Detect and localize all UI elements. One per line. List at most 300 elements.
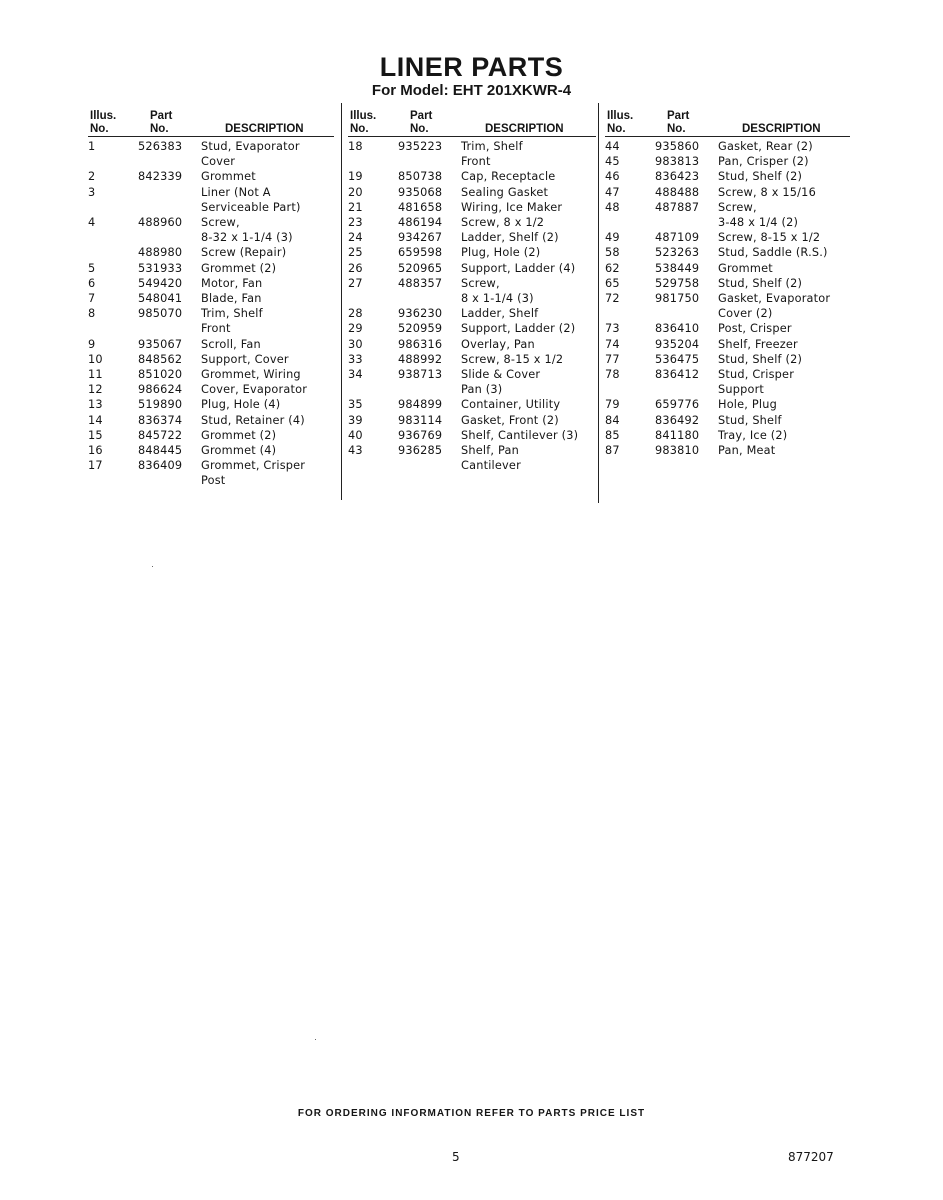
part-description: Grommet (2)	[201, 428, 277, 442]
part-number	[138, 200, 201, 215]
part-description: Support, Cover	[201, 352, 289, 366]
illus-number: 44	[605, 140, 620, 153]
parts-column-2	[348, 108, 596, 473]
table-row	[88, 443, 334, 458]
illus-number	[88, 230, 138, 245]
table-row	[605, 443, 850, 458]
part-description: Grommet	[718, 261, 773, 275]
part-number	[398, 291, 461, 306]
part-number: 841180	[655, 428, 700, 442]
part-number: 842339	[138, 170, 183, 184]
illus-number: 34	[348, 368, 363, 382]
part-number: 488357	[398, 276, 443, 290]
part-number	[138, 473, 201, 488]
part-number	[398, 154, 461, 169]
part-number: 488488	[655, 185, 700, 199]
parts-column-3	[605, 108, 850, 458]
part-number	[398, 382, 461, 397]
table-row	[88, 154, 334, 169]
table-row	[605, 382, 850, 397]
ordering-info-footer: FOR ORDERING INFORMATION REFER TO PARTS PRICE LIST	[297, 1108, 646, 1119]
part-description: Trim, Shelf	[201, 307, 263, 321]
part-description: 8-32 x 1-1/4 (3)	[201, 231, 293, 245]
table-row	[88, 337, 334, 352]
part-description: Support	[718, 383, 765, 397]
part-number: 836423	[655, 170, 700, 184]
table-row	[88, 215, 334, 230]
part-description: Stud, Evaporator	[201, 140, 300, 153]
illus-number	[88, 154, 138, 169]
table-row	[88, 230, 334, 245]
header-illus-label: Illus.	[90, 110, 117, 122]
table-row	[605, 413, 850, 428]
part-number: 848562	[138, 352, 183, 366]
header-rule	[348, 136, 596, 137]
illus-number: 48	[605, 200, 620, 214]
table-row	[605, 154, 850, 169]
illus-number: 20	[348, 185, 363, 199]
table-row	[605, 139, 850, 154]
part-description: Stud, Shelf (2)	[718, 276, 803, 290]
part-description: Slide & Cover	[461, 368, 541, 382]
illus-number: 16	[88, 444, 103, 458]
table-row	[88, 291, 334, 306]
table-row	[348, 230, 596, 245]
illus-number: 49	[605, 231, 620, 245]
part-number: 487887	[655, 200, 700, 214]
part-description: Blade, Fan	[201, 292, 262, 306]
table-row	[348, 458, 596, 473]
column-divider-right	[598, 103, 599, 503]
part-description: Sealing Gasket	[461, 185, 549, 199]
table-row	[605, 337, 850, 352]
table-row	[88, 428, 334, 443]
table-row	[605, 397, 850, 412]
part-description: Post	[201, 474, 226, 488]
illus-number	[348, 382, 398, 397]
part-number: 520959	[398, 322, 443, 336]
table-row	[605, 276, 850, 291]
table-row	[88, 382, 334, 397]
part-description: Pan, Meat	[718, 444, 776, 458]
illus-number: 85	[605, 428, 620, 442]
table-row	[605, 291, 850, 306]
illus-number: 40	[348, 428, 363, 442]
header-illus-label: Illus.	[350, 110, 377, 122]
part-number: 936285	[398, 444, 443, 458]
illus-number: 25	[348, 246, 363, 260]
part-description: Cover	[201, 155, 236, 169]
part-description: Stud, Saddle (R.S.)	[718, 246, 828, 260]
part-number	[655, 306, 718, 321]
table-row	[348, 291, 596, 306]
illus-number: 29	[348, 322, 363, 336]
illus-number: 33	[348, 352, 363, 366]
table-row	[605, 367, 850, 382]
illus-number: 10	[88, 352, 103, 366]
part-number: 659598	[398, 246, 443, 260]
part-description: Screw, 8 x 15/16	[718, 185, 816, 199]
table-row	[348, 428, 596, 443]
table-row	[88, 276, 334, 291]
table-row	[348, 397, 596, 412]
table-header	[605, 108, 850, 139]
part-description: Ladder, Shelf (2)	[461, 231, 559, 245]
illus-number	[605, 306, 655, 321]
illus-number: 1	[88, 140, 96, 153]
table-row	[348, 185, 596, 200]
part-number: 986316	[398, 337, 443, 351]
table-row	[348, 154, 596, 169]
part-number: 851020	[138, 368, 183, 382]
part-number: 488980	[138, 246, 183, 260]
table-row	[348, 215, 596, 230]
part-number: 538449	[655, 261, 700, 275]
part-number	[655, 382, 718, 397]
table-row	[88, 245, 334, 260]
illus-number: 87	[605, 444, 620, 458]
table-row	[348, 413, 596, 428]
page-title: LINER PARTS	[379, 52, 564, 82]
table-row	[88, 413, 334, 428]
part-number: 986624	[138, 383, 183, 397]
part-number: 983813	[655, 155, 700, 169]
part-number: 983810	[655, 444, 700, 458]
document-number: 877207	[788, 1150, 834, 1164]
illus-number	[88, 473, 138, 488]
model-subtitle: For Model: EHT 201XKWR-4	[371, 82, 572, 99]
part-description: 8 x 1-1/4 (3)	[461, 292, 534, 306]
part-description: Shelf, Pan	[461, 444, 519, 458]
table-row	[605, 230, 850, 245]
part-description: Wiring, Ice Maker	[461, 200, 563, 214]
part-number	[138, 321, 201, 336]
part-description: Motor, Fan	[201, 276, 263, 290]
table-row	[348, 200, 596, 215]
part-description: Cover, Evaporator	[201, 383, 308, 397]
table-row	[88, 473, 334, 488]
illus-number: 3	[88, 185, 96, 199]
part-number: 519890	[138, 398, 183, 412]
table-row	[88, 261, 334, 276]
illus-number: 30	[348, 337, 363, 351]
scan-speck	[315, 1039, 316, 1040]
part-description: Shelf, Freezer	[718, 337, 798, 351]
part-description: Container, Utility	[461, 398, 561, 412]
illus-number: 84	[605, 413, 620, 427]
part-number: 836412	[655, 368, 700, 382]
part-number: 481658	[398, 200, 443, 214]
illus-number: 77	[605, 352, 620, 366]
header-description: DESCRIPTION	[742, 123, 821, 135]
table-row	[605, 169, 850, 184]
part-number: 935068	[398, 185, 443, 199]
table-row	[88, 321, 334, 336]
part-number: 486194	[398, 216, 443, 230]
part-description: Shelf, Cantilever (3)	[461, 428, 579, 442]
part-number: 983114	[398, 413, 443, 427]
header-part-no	[667, 110, 689, 136]
part-description: Screw,	[461, 276, 500, 290]
illus-number: 78	[605, 368, 620, 382]
part-description: Front	[201, 322, 231, 336]
table-row	[88, 200, 334, 215]
illus-number: 35	[348, 398, 363, 412]
table-row	[88, 458, 334, 473]
part-number: 488960	[138, 216, 183, 230]
table-row	[348, 382, 596, 397]
part-number: 935223	[398, 140, 443, 153]
part-number: 523263	[655, 246, 700, 260]
header-part-no	[150, 110, 172, 136]
part-number: 836410	[655, 322, 700, 336]
illus-number: 6	[88, 276, 96, 290]
part-number: 536475	[655, 352, 700, 366]
part-number: 935204	[655, 337, 700, 351]
part-description: Grommet	[201, 170, 256, 184]
header-description: DESCRIPTION	[225, 123, 304, 135]
part-number: 934267	[398, 231, 443, 245]
illus-number: 12	[88, 383, 103, 397]
part-description: Cover (2)	[718, 307, 773, 321]
part-description: Gasket, Evaporator	[718, 292, 831, 306]
header-rule	[605, 136, 850, 137]
table-row	[88, 352, 334, 367]
illus-number: 19	[348, 170, 363, 184]
table-row	[348, 337, 596, 352]
table-row	[88, 169, 334, 184]
header-part-no-label: No.	[667, 123, 686, 135]
part-number	[398, 458, 461, 473]
part-description: Stud, Shelf (2)	[718, 352, 803, 366]
part-description: Screw (Repair)	[201, 246, 287, 260]
illus-number	[348, 291, 398, 306]
table-row	[348, 443, 596, 458]
illus-number: 2	[88, 170, 96, 184]
part-number: 520965	[398, 261, 443, 275]
illus-number: 74	[605, 337, 620, 351]
part-number: 850738	[398, 170, 443, 184]
part-description: Stud, Crisper	[718, 368, 795, 382]
part-description: Ladder, Shelf	[461, 307, 539, 321]
illus-number: 7	[88, 292, 96, 306]
part-description: Grommet, Crisper	[201, 459, 306, 473]
header-description: DESCRIPTION	[485, 123, 564, 135]
table-row	[348, 352, 596, 367]
part-description: Screw, 8 x 1/2	[461, 216, 545, 230]
illus-number: 15	[88, 428, 103, 442]
illus-number: 72	[605, 292, 620, 306]
part-number	[138, 230, 201, 245]
table-row	[348, 245, 596, 260]
part-number: 659776	[655, 398, 700, 412]
table-header	[348, 108, 596, 139]
table-row	[88, 397, 334, 412]
part-description: Plug, Hole (2)	[461, 246, 541, 260]
part-description: Plug, Hole (4)	[201, 398, 281, 412]
part-number: 938713	[398, 368, 443, 382]
illus-number: 45	[605, 155, 620, 169]
table-row	[88, 306, 334, 321]
header-part-no-label: No.	[150, 123, 169, 135]
table-row	[605, 306, 850, 321]
illus-number: 65	[605, 276, 620, 290]
table-row	[348, 261, 596, 276]
part-number: 836374	[138, 413, 183, 427]
page-number: 5	[452, 1150, 460, 1164]
part-description: Grommet (2)	[201, 261, 277, 275]
part-number	[138, 154, 201, 169]
illus-number: 47	[605, 185, 620, 199]
part-description: Serviceable Part)	[201, 200, 301, 214]
illus-number: 18	[348, 140, 363, 153]
table-row	[348, 367, 596, 382]
illus-number: 11	[88, 368, 103, 382]
scan-speck	[152, 566, 153, 567]
part-description: Screw, 8-15 x 1/2	[461, 352, 564, 366]
illus-number: 73	[605, 322, 620, 336]
header-illus-label: Illus.	[607, 110, 634, 122]
part-number: 549420	[138, 276, 183, 290]
illus-number: 39	[348, 413, 363, 427]
part-description: Cap, Receptacle	[461, 170, 556, 184]
table-row	[605, 245, 850, 260]
table-row	[88, 139, 334, 154]
part-description: 3-48 x 1/4 (2)	[718, 216, 799, 230]
table-row	[348, 276, 596, 291]
part-description: Grommet (4)	[201, 444, 277, 458]
illus-number: 14	[88, 413, 103, 427]
part-description: Gasket, Front (2)	[461, 413, 559, 427]
illus-number	[88, 245, 138, 260]
part-number: 488992	[398, 352, 443, 366]
parts-column-1	[88, 108, 334, 489]
part-description: Grommet, Wiring	[201, 368, 301, 382]
illus-number: 27	[348, 276, 363, 290]
part-description: Cantilever	[461, 459, 521, 473]
table-row	[605, 321, 850, 336]
table-row	[88, 185, 334, 200]
table-row	[348, 306, 596, 321]
header-rule	[88, 136, 334, 137]
part-description: Screw, 8-15 x 1/2	[718, 231, 821, 245]
part-description: Pan (3)	[461, 383, 503, 397]
part-description: Gasket, Rear (2)	[718, 140, 813, 153]
part-number: 548041	[138, 292, 183, 306]
part-number: 981750	[655, 292, 700, 306]
header-illus-no-label: No.	[90, 123, 109, 135]
header-illus-no-label: No.	[607, 123, 626, 135]
part-description: Support, Ladder (2)	[461, 322, 576, 336]
header-part-label: Part	[667, 110, 690, 122]
part-number: 531933	[138, 261, 183, 275]
illus-number	[348, 458, 398, 473]
part-description: Trim, Shelf	[461, 140, 523, 153]
header-part-no	[410, 110, 432, 136]
illus-number	[605, 382, 655, 397]
illus-number: 17	[88, 459, 103, 473]
table-row	[605, 261, 850, 276]
table-row	[605, 200, 850, 215]
part-description: Post, Crisper	[718, 322, 792, 336]
illus-number: 4	[88, 216, 96, 230]
illus-number: 9	[88, 337, 96, 351]
part-number: 935860	[655, 140, 700, 153]
illus-number	[88, 321, 138, 336]
part-number	[138, 185, 201, 200]
part-description: Pan, Crisper (2)	[718, 155, 809, 169]
part-description: Stud, Shelf	[718, 413, 782, 427]
illus-number: 13	[88, 398, 103, 412]
part-number: 985070	[138, 307, 183, 321]
part-number: 936230	[398, 307, 443, 321]
illus-number	[605, 215, 655, 230]
illus-number: 28	[348, 307, 363, 321]
illus-number: 23	[348, 216, 363, 230]
part-description: Front	[461, 155, 491, 169]
column-divider-left	[341, 103, 342, 500]
part-number: 836492	[655, 413, 700, 427]
table-row	[348, 169, 596, 184]
table-row	[348, 139, 596, 154]
part-number: 845722	[138, 428, 183, 442]
header-illus-no	[607, 110, 633, 136]
table-row	[348, 321, 596, 336]
illus-number: 79	[605, 398, 620, 412]
illus-number: 8	[88, 307, 96, 321]
illus-number: 5	[88, 261, 96, 275]
part-description: Support, Ladder (4)	[461, 261, 576, 275]
part-number: 984899	[398, 398, 443, 412]
table-row	[605, 352, 850, 367]
illus-number	[88, 200, 138, 215]
part-number: 836409	[138, 459, 183, 473]
part-description: Scroll, Fan	[201, 337, 261, 351]
part-number: 935067	[138, 337, 183, 351]
header-illus-no	[90, 110, 116, 136]
part-description: Stud, Retainer (4)	[201, 413, 305, 427]
illus-number: 62	[605, 261, 620, 275]
illus-number: 21	[348, 200, 363, 214]
part-description: Screw,	[201, 216, 240, 230]
part-number	[655, 215, 718, 230]
illus-number: 26	[348, 261, 363, 275]
illus-number: 46	[605, 170, 620, 184]
table-row	[605, 215, 850, 230]
table-header	[88, 108, 334, 139]
illus-number: 43	[348, 444, 363, 458]
part-description: Liner (Not A	[201, 185, 271, 199]
illus-number: 24	[348, 231, 363, 245]
illus-number	[348, 154, 398, 169]
table-row	[605, 428, 850, 443]
part-number: 526383	[138, 140, 183, 153]
header-part-no-label: No.	[410, 123, 429, 135]
part-description: Hole, Plug	[718, 398, 777, 412]
part-number: 848445	[138, 444, 183, 458]
part-description: Screw,	[718, 200, 757, 214]
part-number: 529758	[655, 276, 700, 290]
illus-number: 58	[605, 246, 620, 260]
part-description: Tray, Ice (2)	[718, 428, 788, 442]
part-description: Overlay, Pan	[461, 337, 535, 351]
header-illus-no-label: No.	[350, 123, 369, 135]
header-illus-no	[350, 110, 376, 136]
part-description: Stud, Shelf (2)	[718, 170, 803, 184]
header-part-label: Part	[410, 110, 433, 122]
part-number: 487109	[655, 231, 700, 245]
part-number: 936769	[398, 428, 443, 442]
